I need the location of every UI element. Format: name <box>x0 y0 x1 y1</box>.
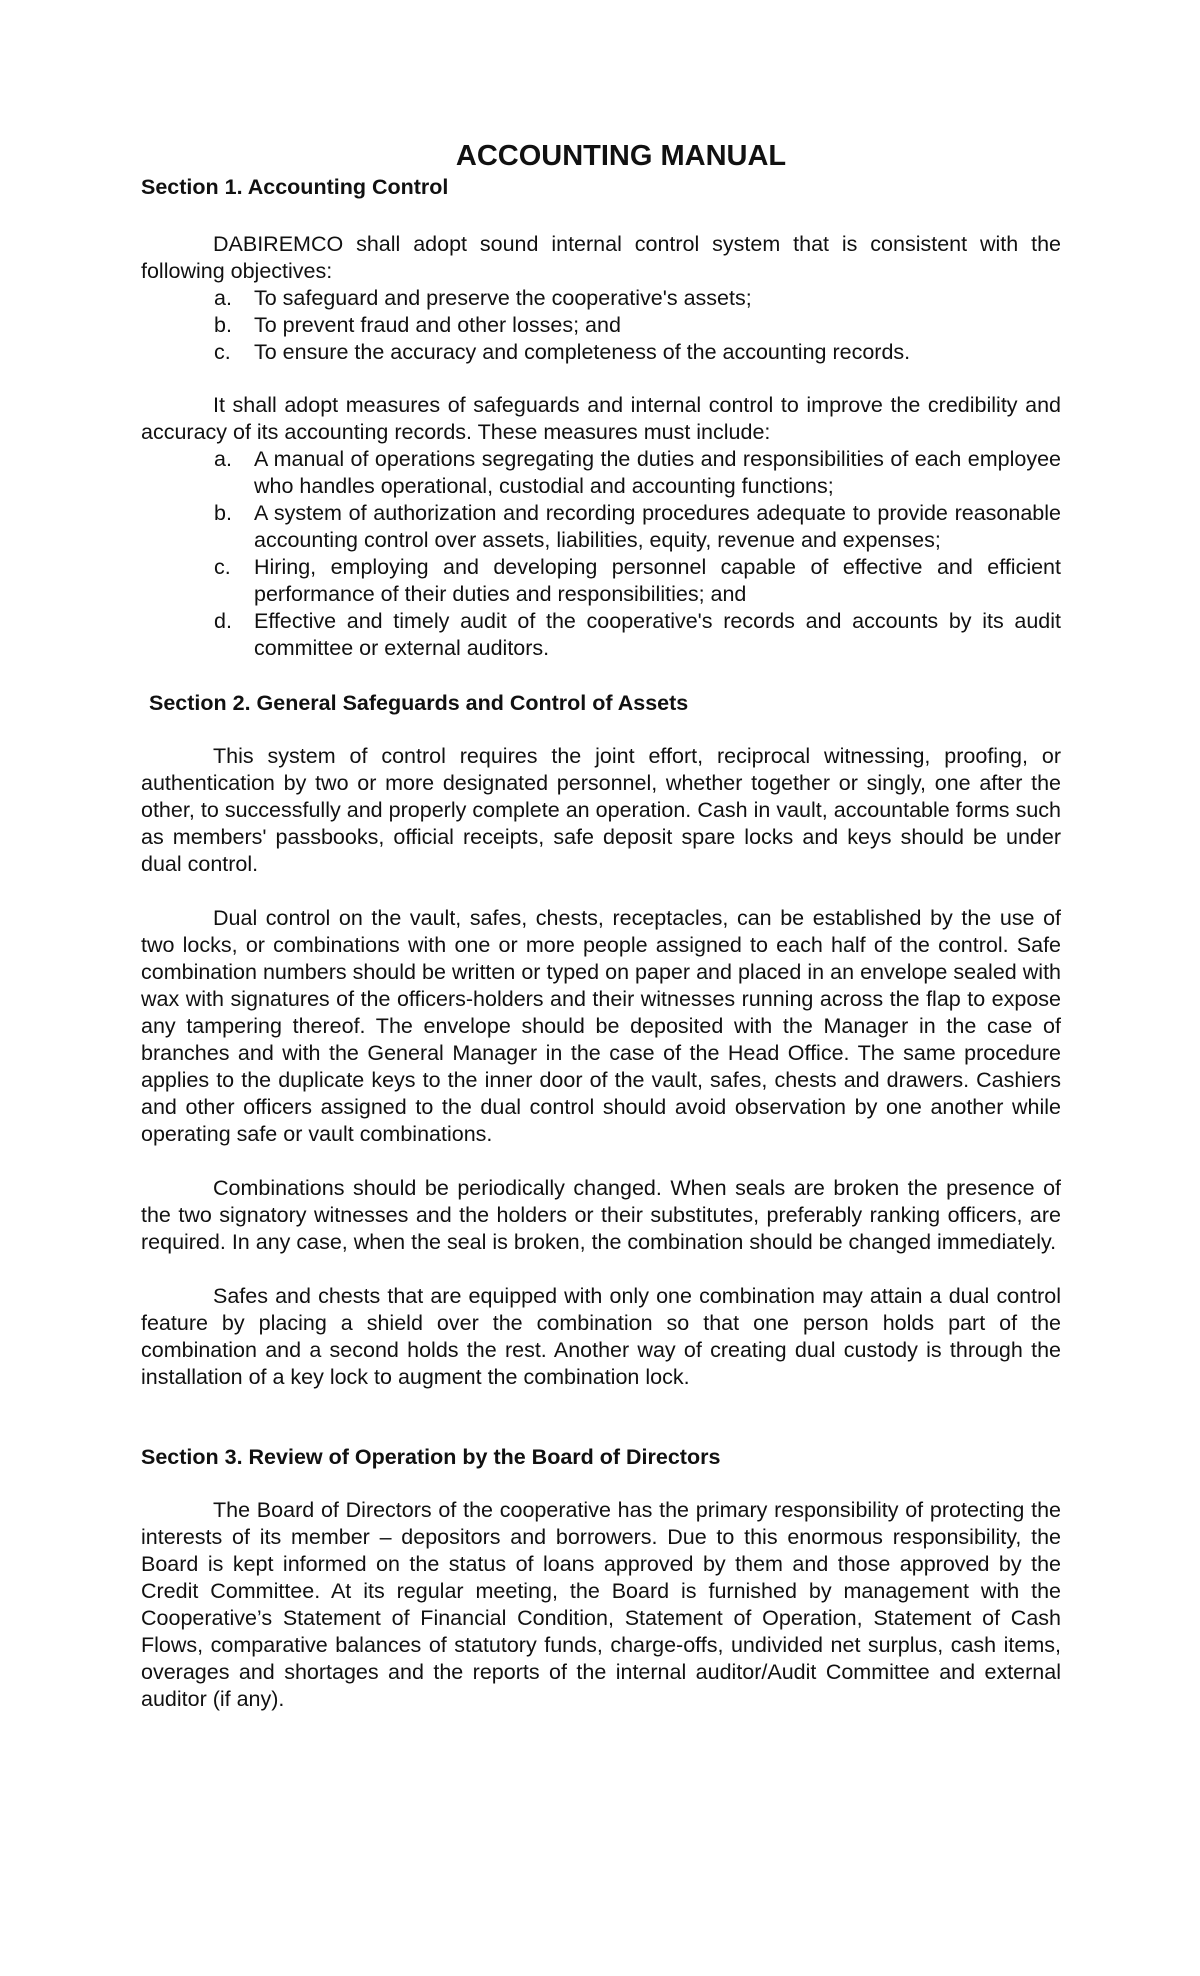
section-2-paragraph: Safes and chests that are equipped with only one combination may attain a dual control feature by placing a shield over the combination so that one person holds part of the combination and a second holds the rest. Another way of creating dual custody is through the installation of a key lock to augment the combination lock. <box>141 1284 1061 1389</box>
list-item-text: A system of authorization and recording procedures adequate to provide reasonable accounting control over assets, liabilities, equity, revenue and expenses; <box>254 501 1061 552</box>
list-item <box>141 446 1061 500</box>
section-2-paragraph: This system of control requires the joint effort, reciprocal witnessing, proofing, or authentication by two or more designated personnel, whether together or singly, one after the other, to successfully and properly complete an operation. Cash in vault, accountable forms such as members' passbooks, official receipts, safe deposit spare locks and keys should be under dual control. <box>141 744 1061 876</box>
section-2-heading: Section 2. General Safeguards and Control of Assets <box>149 691 689 715</box>
list-item <box>141 339 1061 366</box>
list-item-text: To safeguard and preserve the cooperative's assets; <box>254 286 752 310</box>
list-item-letter: b. <box>214 313 232 337</box>
list-item-letter: d. <box>214 609 232 633</box>
section-3-heading: Section 3. Review of Operation by the Board of Directors <box>141 1445 721 1469</box>
list-item-text: To ensure the accuracy and completeness of the accounting records. <box>254 340 911 364</box>
list-item <box>141 554 1061 608</box>
list-item <box>141 312 1061 339</box>
list-item <box>141 285 1061 312</box>
section-2-paragraph: Dual control on the vault, safes, chests, receptacles, can be established by the use of two locks, or combinations with one or more people assigned to each half of the control. Safe combination numbers should be written or typed on paper and placed in an envelope sealed with wax with signatures of the officers-holders and their witnesses running across the flap to expose any tampering thereof. The envelope should be deposited with the Manager in the case of branches and with the General Manager in the case of the Head Office. The same procedure applies to the duplicate keys to the inner door of the vault, safes, chests and drawers. Cashiers and other officers assigned to the dual control should avoid observation by one another while operating safe or vault combinations. <box>141 906 1061 1146</box>
list-item-text: To prevent fraud and other losses; and <box>254 313 621 337</box>
list-item-text: A manual of operations segregating the duties and responsibilities of each employee who handles operational, custodial and accounting functions; <box>254 447 1061 498</box>
list-item-text: Hiring, employing and developing personnel capable of effective and efficient performance of their duties and responsibilities; and <box>254 555 1061 606</box>
document-title: ACCOUNTING MANUAL <box>455 140 787 172</box>
objectives-list <box>141 285 1061 366</box>
list-item <box>141 500 1061 554</box>
section-2-paragraph: Combinations should be periodically changed. When seals are broken the presence of the two signatory witnesses and the holders or their substitutes, preferably ranking officers, are required. In any case, when the seal is broken, the combination should be changed immediately. <box>141 1176 1061 1254</box>
list-item-letter: c. <box>214 555 231 579</box>
section-3-paragraph: The Board of Directors of the cooperative has the primary responsibility of protecting the interests of its member – depositors and borrowers. Due to this enormous responsibility, the Board is kept informed on the status of loans approved by them and those approved by the Credit Committee. At its regular meeting, the Board is furnished by management with the Cooperative’s Statement of Financial Condition, Statement of Operation, Statement of Cash Flows, comparative balances of statutory funds, charge-offs, undivided net surplus, cash items, overages and shortages and the reports of the internal auditor/Audit Committee and external auditor (if any). <box>141 1498 1061 1711</box>
list-item-letter: a. <box>214 447 232 471</box>
list-item-letter: c. <box>214 340 231 364</box>
measures-list <box>141 446 1061 662</box>
list-item-letter: b. <box>214 501 232 525</box>
section-1-heading: Section 1. Accounting Control <box>141 175 449 199</box>
list-item-letter: a. <box>214 286 232 310</box>
list-item-text: Effective and timely audit of the cooperative's records and accounts by its audit committee or external auditors. <box>254 609 1061 660</box>
document-body <box>141 138 1061 1713</box>
section-1-measures-paragraph: It shall adopt measures of safeguards and internal control to improve the credibility and accuracy of its accounting records. These measures must include: <box>141 393 1061 444</box>
list-item <box>141 608 1061 662</box>
section-1-intro-paragraph: DABIREMCO shall adopt sound internal control system that is consistent with the following objectives: <box>141 232 1061 283</box>
